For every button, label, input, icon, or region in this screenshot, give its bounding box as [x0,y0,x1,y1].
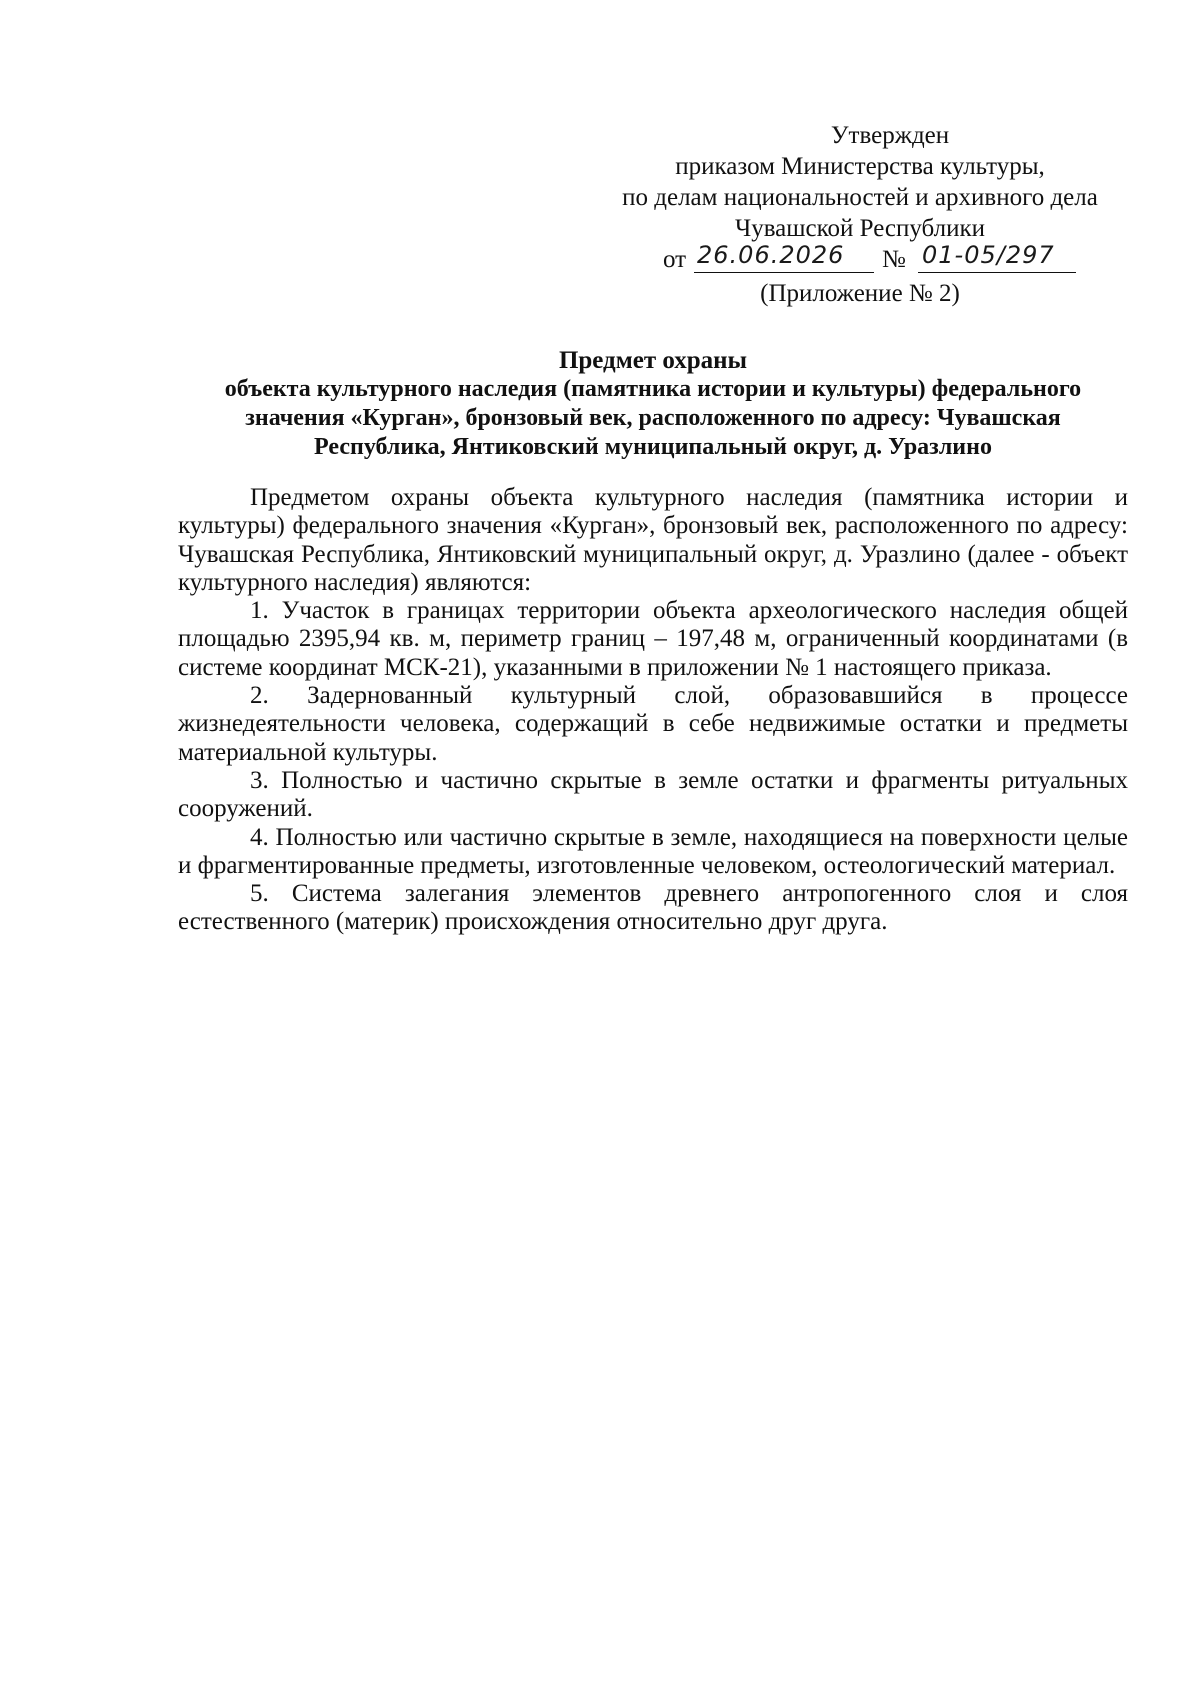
list-item-4: 4. Полностью или частично скрытые в земле, находящиеся на поверхности целые и фрагментированные предметы, изготовленные человеком, остеологический материал. [178,823,1128,879]
number-underline [918,272,1076,273]
approval-line-ministry: приказом Министерства культуры, [675,153,1045,180]
list-item-5: 5. Система залегания элементов древнего антропогенного слоя и слоя естественного (материк) происхождения относительно друг друга. [178,880,1128,936]
approval-title: Утвержден [830,122,950,149]
approval-line-department: по делам национальностей и архивного дела [622,184,1098,211]
document-body [178,484,1128,937]
heading-line-2: значения «Курган», бронзовый век, расположенного по адресу: Чувашская [245,405,1061,431]
approval-line-republic: Чувашской Республики [734,215,986,242]
number-prefix: № [882,246,906,273]
list-item-3: 3. Полностью и частично скрытые в земле остатки и фрагменты ритуальных сооружений. [178,766,1128,823]
intro-paragraph: Предметом охраны объекта культурного наследия (памятника истории и культуры) федерального значения «Курган», бронзовый век, расположенного по адресу: Чувашская Республика, Янтиковский муниципальный округ, д. Уразлино (далее - объект культурного наследия) являются: [178,484,1128,596]
heading-line-1: объекта культурного наследия (памятника истории и культуры) федерального [224,376,1082,402]
date-prefix: от [663,246,687,273]
heading-main: Предмет охраны [558,347,748,374]
handwritten-date: 26.06.2026 [697,241,845,269]
heading-line-3: Республика, Янтиковский муниципальный округ, д. Уразлино [314,434,992,460]
list-item-1: 1. Участок в границах территории объекта археологического наследия общей площадью 2395,94 кв. м, периметр границ – 197,48 м, ограниченный координатами (в системе координат МСК-21), указанными в приложении № 1 настоящего приказа. [178,597,1128,681]
date-underline [694,272,874,273]
list-item-2: 2. Задернованный культурный слой, образовавшийся в процессе жизнедеятельности человека, содержащий в себе недвижимые остатки и предметы материальной культуры. [178,682,1128,766]
document-heading [178,346,1128,462]
approval-stamp-block [600,120,1120,309]
appendix-label: (Приложение № 2) [760,280,960,307]
approval-date-number-row [600,241,1120,278]
handwritten-number: 01-05/297 [922,241,1055,269]
